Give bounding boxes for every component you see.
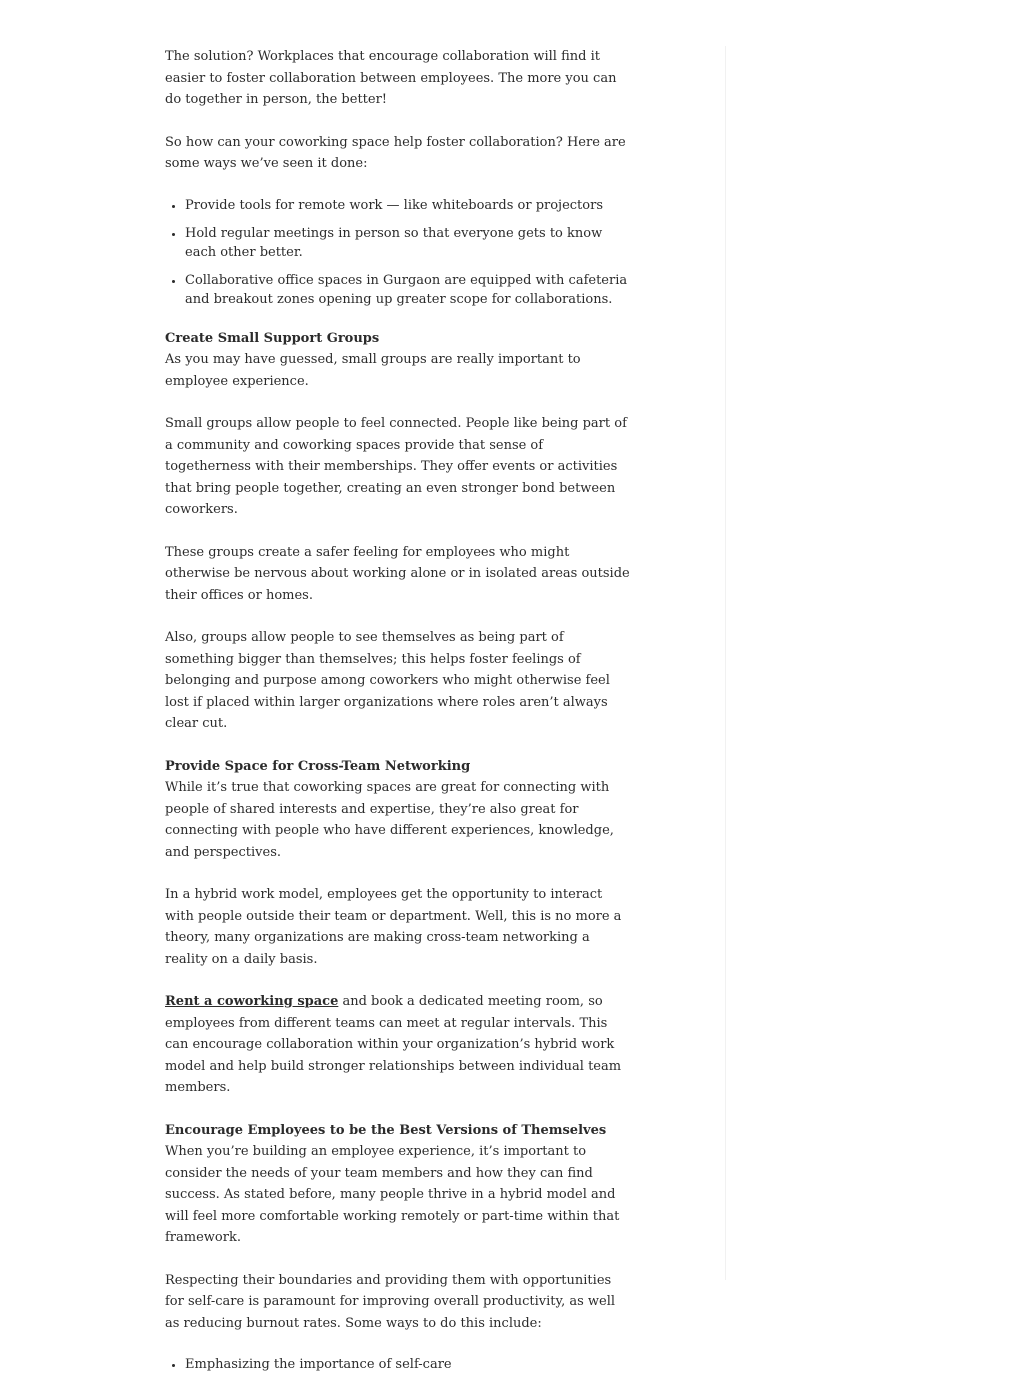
paragraph (165, 991, 630, 1099)
article-body (165, 46, 630, 1393)
section-cross-team-networking (165, 756, 630, 864)
paragraph: Respecting their boundaries and providing them with opportunities for self-care is paramount for improving overall productivity, as well as reducing burnout rates. Some ways to do this include: (165, 1272, 616, 1331)
paragraph: In a hybrid work model, employees get the opportunity to interact with people outside their team or department. Well, this is no more a theory, many organizations are making cross-team networking a reality on a daily basis. (165, 887, 622, 967)
paragraph: These groups create a safer feeling for employees who might otherwise be nervous about working alone or in isolated areas outside their offices or homes. (165, 544, 630, 603)
bullet-list (165, 196, 630, 309)
section-heading: Create Small Support Groups (165, 330, 380, 346)
paragraph: Also, groups allow people to see themselves as being part of something bigger than themselves; this helps foster feelings of belonging and purpose among coworkers who might otherwise feel lost if placed within larger organizations where roles aren’t always clear cut. (165, 630, 610, 731)
list-item: • Emphasizing the importance of self-care (185, 1355, 630, 1374)
list-item: • Collaborative office spaces in Gurgaon are equipped with cafeteria and breakout zones opening up greater scope for collaborations. (185, 271, 630, 309)
section-small-support-groups (165, 328, 630, 393)
paragraph: So how can your coworking space help foster collaboration? Here are some ways we’ve seen it done: (165, 134, 626, 171)
list-item: • Hold regular meetings in person so that everyone gets to know each other better. (185, 224, 630, 262)
paragraph-text: and book a dedicated meeting room, so employees from different teams can meet at regular intervals. This can encourage collaboration within your organization’s hybrid work model and help build stronger relationships between individual team members. (165, 994, 622, 1095)
paragraph: The solution? Workplaces that encourage collaboration will find it easier to foster collaboration between employees. The more you can do together in person, the better! (165, 49, 617, 107)
paragraph: As you may have guessed, small groups are really important to employee experience. (165, 352, 581, 389)
list-item: • Provide tools for remote work — like whiteboards or projectors (185, 196, 630, 215)
paragraph: When you’re building an employee experience, it’s important to consider the needs of your team members and how they can find success. As stated before, many people thrive in a hybrid model and will feel more comfortable working remotely or part-time within that framework. (165, 1144, 620, 1245)
section-heading: Encourage Employees to be the Best Versions of Themselves (165, 1122, 607, 1138)
section-heading: Provide Space for Cross-Team Networking (165, 758, 471, 774)
rent-coworking-space-link[interactable]: Rent a coworking space (165, 994, 339, 1009)
paragraph: Small groups allow people to feel connected. People like being part of a community and coworking spaces provide that sense of togetherness with their memberships. They offer events or activities that bring people together, creating an even stronger bond between coworkers. (165, 416, 627, 517)
paragraph: While it’s true that coworking spaces are great for connecting with people of shared interests and expertise, they’re also great for connecting with people who have different experiences, knowledge, and perspectives. (165, 780, 614, 860)
sidebar-divider (725, 46, 726, 1280)
section-best-versions (165, 1120, 630, 1249)
bullet-list (165, 1355, 630, 1374)
